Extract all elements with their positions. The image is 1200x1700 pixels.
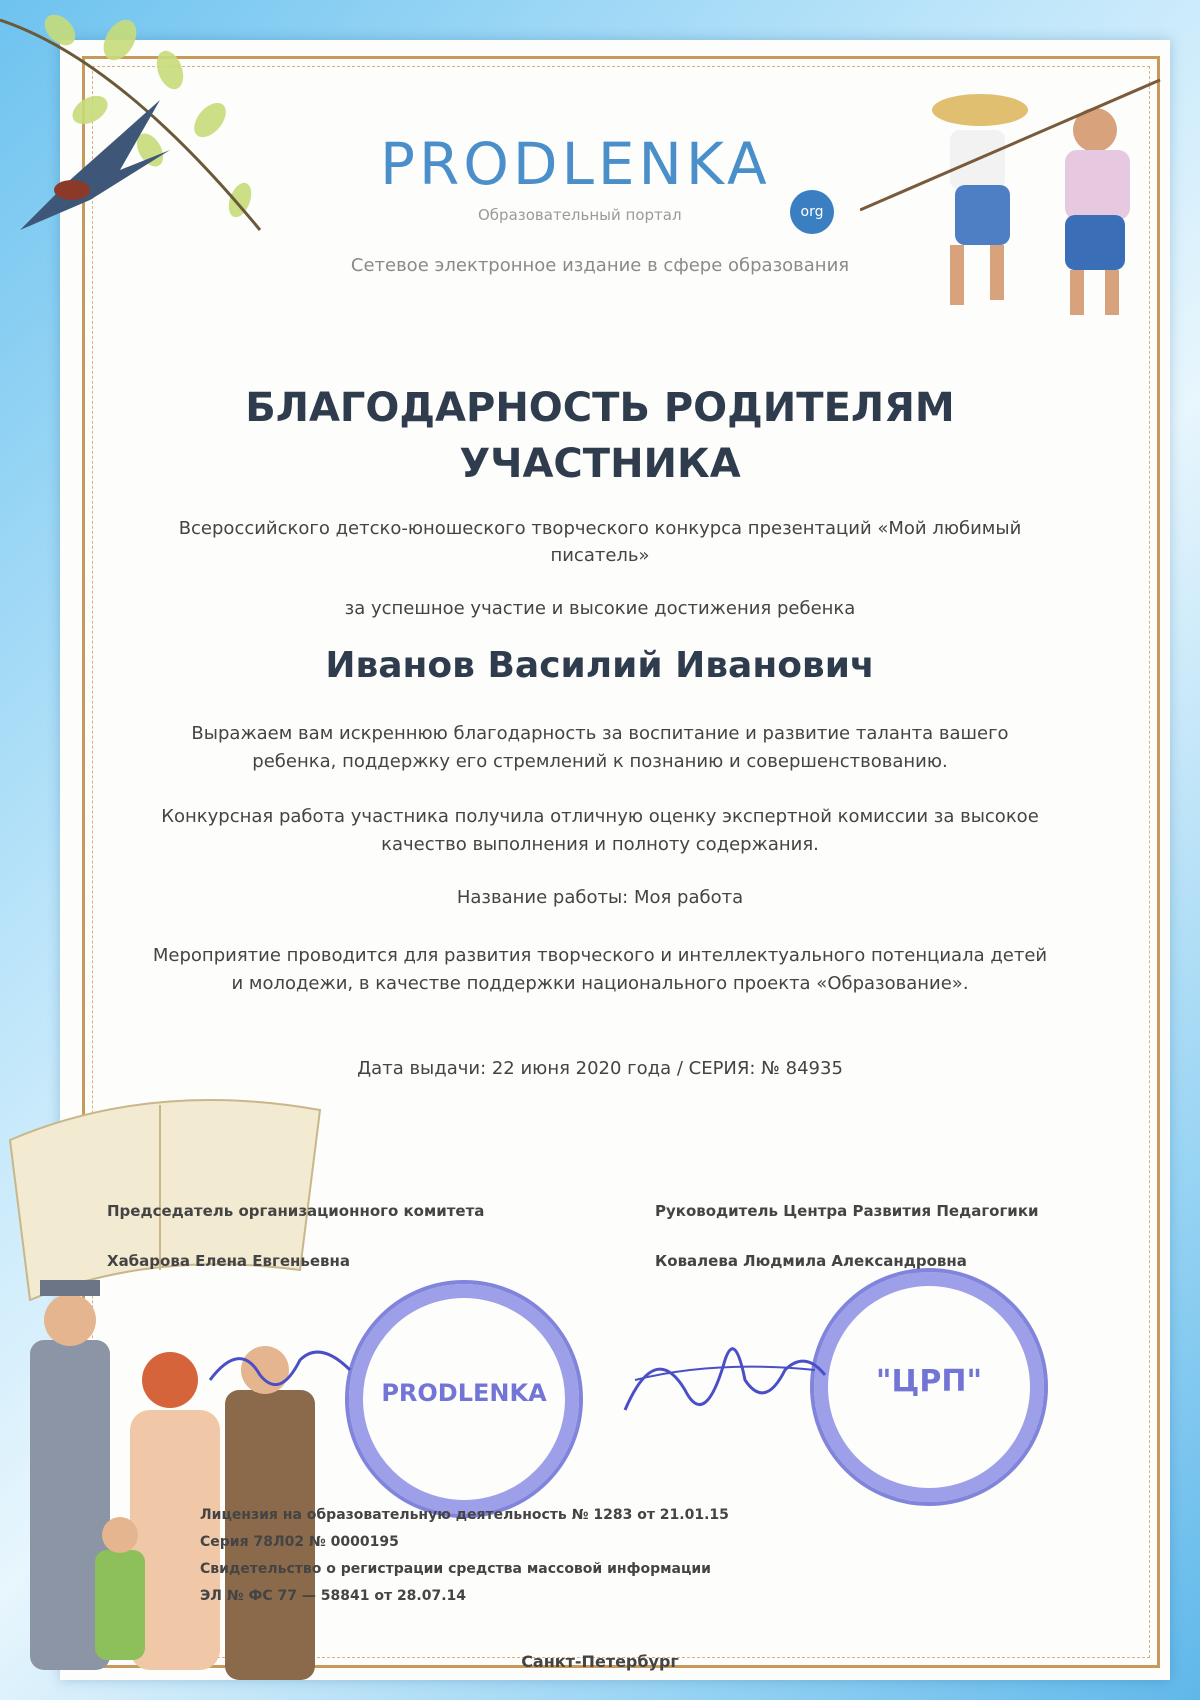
stamp-crp (810, 1268, 1048, 1506)
right-signer-name: Ковалева Людмила Александровна (655, 1252, 967, 1270)
stamp-prodlenka-text: PRODLENKA (381, 1379, 547, 1407)
running-boys-illustration (860, 70, 1180, 330)
signature-mark (615, 1320, 835, 1440)
city: Санкт-Петербург (521, 1652, 679, 1671)
brand-logo-badge: org (790, 190, 834, 234)
swallow-bird-illustration (10, 90, 180, 240)
work-title: Название работы: Моя работа (456, 887, 744, 908)
issue-date-series: Дата выдачи: 22 июня 2020 года / СЕРИЯ: № 84935 (357, 1058, 843, 1079)
contest-name: Всероссийского детско-юношеского творческого конкурса презентаций «Мой любимый писатель» (178, 518, 1022, 566)
brand-subtitle: Образовательный портал (478, 206, 682, 224)
event-paragraph: Мероприятие проводится для развития творческого и интеллектуального потенциала детей и молодежи, в качестве поддержки национального проекта «Образование». (152, 945, 1048, 994)
brand-logo (380, 130, 840, 230)
left-signer-role: Председатель организационного комитета (107, 1202, 485, 1220)
license-line3: Свидетельство о регистрации средства массовой информации (200, 1561, 711, 1577)
certificate-title (150, 380, 1050, 492)
award-reason: за успешное участие и высокие достижения ребенка (344, 598, 856, 619)
right-signer-role: Руководитель Центра Развития Педагогики (655, 1202, 1039, 1220)
evaluation-paragraph: Конкурсная работа участника получила отличную оценку экспертной комиссии за высокое качество выполнения и полноту содержания. (161, 806, 1039, 855)
brand-tagline: Сетевое электронное издание в сфере образования (350, 255, 850, 276)
left-signature-mark (200, 1330, 360, 1410)
stamp-crp-text: "ЦРП" (875, 1364, 983, 1399)
license-line2: Серия 78Л02 № 0000195 (200, 1534, 399, 1550)
license-line4: ЭЛ № ФС 77 — 58841 от 28.07.14 (200, 1588, 467, 1604)
stamp-prodlenka (345, 1280, 583, 1518)
license-line1: Лицензия на образовательную деятельность № 1283 от 21.01.15 (200, 1507, 729, 1523)
left-signer-name: Хабарова Елена Евгеньевна (107, 1252, 351, 1270)
gratitude-paragraph: Выражаем вам искреннюю благодарность за воспитание и развитие таланта вашего ребенка, поддержку его стремлений к познанию и совершенствованию. (191, 723, 1009, 772)
brand-logo-text: PRODLENKA (380, 130, 771, 198)
recipient-name: Иванов Василий Иванович (325, 645, 875, 686)
certificate-title-line1: БЛАГОДАРНОСТЬ РОДИТЕЛЯМ (245, 385, 955, 431)
certificate-title-line2: УЧАСТНИКА (459, 441, 741, 487)
license-info (200, 1502, 729, 1610)
